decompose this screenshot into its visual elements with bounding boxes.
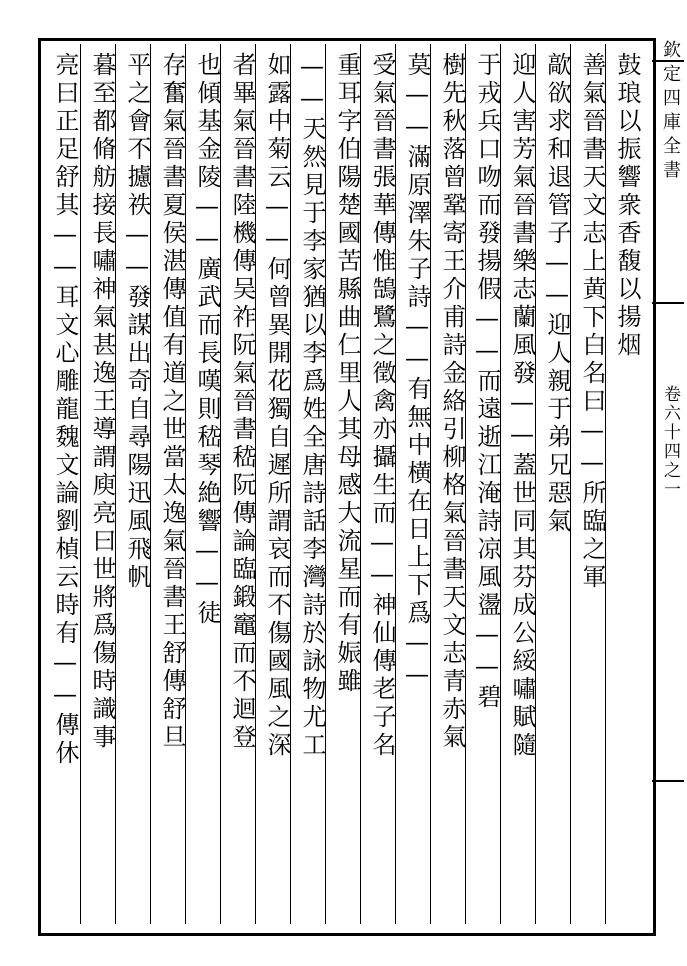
volume-label: 卷六十四之一 xyxy=(660,385,680,499)
text-column: 于戎兵口吻而發揚假——而遠逝江淹詩凉風盪——碧 xyxy=(473,52,501,712)
text-column: 鼓琅以振響衆香馥以揚烟 xyxy=(613,52,641,360)
text-column: 重耳字伯陽楚國苦縣曲仁里人其母感大流星而有娠雖 xyxy=(333,52,361,696)
book-side-title: 欽定四庫全書 xyxy=(660,40,681,184)
text-column: 也傾基金陵——廣武而長嘆則嵇琴絶響——徒 xyxy=(193,52,221,628)
text-column: 樹先秋落曾鞏寄王介甫詩金絡引柳格氣晉書天文志青赤氣 xyxy=(438,52,466,752)
text-column: 迎人害芳氣晉書樂志蘭風發——蓋世同其芬成公綏嘯賦隨 xyxy=(508,52,536,760)
text-column: 受氣晉書張華傳惟鵠鷺之徵禽亦攝生而——神仙傳老子名 xyxy=(368,52,396,760)
text-column: 平之會不攄祑——發謀出奇自尋陽迅風飛帆 xyxy=(123,52,151,592)
text-column: 歊欲求和退管子——迎人親于弟兄惡氣 xyxy=(543,52,571,536)
text-column: 者畢氣晉書陸機傳吴祚阮氣晉書嵇阮傳論臨鍛竈而不迴登 xyxy=(228,52,256,752)
text-column: 存奮氣晉書夏侯湛傳值有道之世當太逸氣晉書王舒傳舒旦 xyxy=(158,52,186,752)
side-rule xyxy=(652,780,684,782)
text-column: 如露中菊云——何曾異開花獨自遲所謂哀而不傷國風之深 xyxy=(263,52,291,760)
text-column: 亮曰正足舒其——耳文心雕龍魏文論劉楨云時有——傳休 xyxy=(51,52,79,768)
text-column: 善氣晉書天文志上黄下白名曰——所臨之軍 xyxy=(578,52,606,592)
text-column: 莫——滿原澤朱子詩——有無中横在日上下爲—— xyxy=(403,52,431,692)
text-column: ——天然見于李家猶以李爲姓全唐詩話李灣詩於詠物尤工 xyxy=(298,52,326,760)
text-column: 暮至都脩舫接長嘯神氣甚逸王導謂庾亮曰世將爲傷時識事 xyxy=(88,52,116,752)
